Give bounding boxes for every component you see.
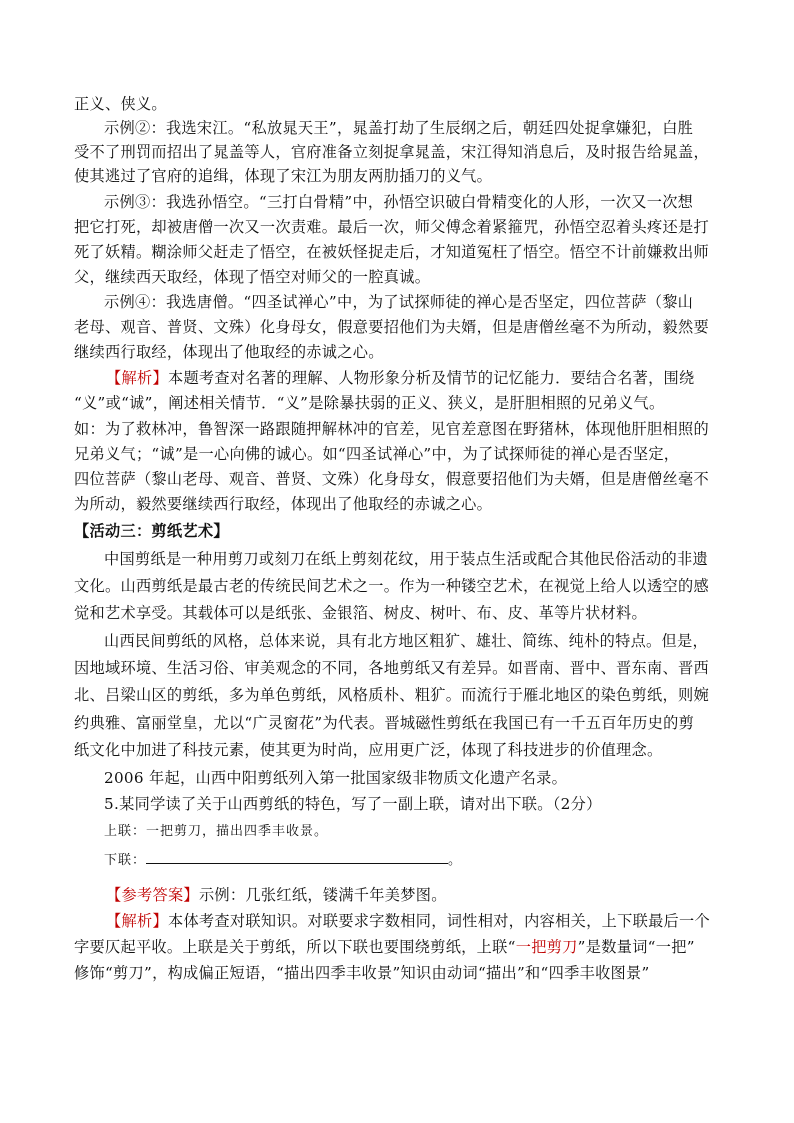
analysis-line (106, 366, 756, 390)
analysis-tag-2: 【解析】 (106, 912, 168, 930)
text-line: 如：为了救林冲，鲁智深一路跟随押解林冲的官差，见官差意图在野猪林，体现他肝胆相照的 (74, 420, 709, 438)
text-line: 修饰“剪刀”，构成偏正短语，“描出四季丰收景”知识由动词“描出”和“四季丰收图景” (74, 964, 650, 982)
example-4-line: 示例④：我选唐僧。“四圣试禅心”中，为了试探师徒的禅心是否坚定，四位菩萨（黎山 (104, 293, 694, 311)
reference-answer-line (106, 883, 756, 907)
text-segment: 字要仄起平收。上联是关于剪纸，所以下联也要围绕剪纸，上联“ (74, 938, 516, 956)
paragraph-line: 中国剪纸是一种用剪刀或刻刀在纸上剪刻花纹，用于装点生活或配合其他民俗活动的非遗 (104, 550, 709, 568)
text-line: 纸文化中加进了科技元素，使其更为时尚，应用更广泛，体现了科技进步的价值理念。 (74, 741, 663, 759)
highlighted-phrase: 一把剪刀 (515, 938, 578, 956)
analysis-text-2: 本体考查对联知识。对联要求字数相同，词性相对，内容相关，上下联最后一个 (167, 912, 711, 930)
section-heading: 【活动三：剪纸艺术】 (74, 522, 229, 540)
text-line: 因地域环境、生活习俗、审美观念的不同，各地剪纸又有差异。如晋南、晋中、晋东南、晋西 (74, 659, 709, 677)
upper-couplet: 上联：一把剪刀，描出四季丰收景。 (104, 824, 329, 839)
example-3-line: 示例③：我选孙悟空。“三打白骨精”中，孙悟空识破白骨精变化的人形，一次又一次想 (104, 193, 694, 211)
text-line: 觉和艺术享受。其载体可以是纸张、金银箔、树皮、树叶、布、皮、革等片状材料。 (74, 604, 648, 622)
answer-text: 示例：几张红纸，镂满千年美梦图。 (198, 886, 447, 904)
answer-tag: 【参考答案】 (106, 886, 199, 904)
text-line: 受不了刑罚而招出了晁盖等人，官府准备立刻捉拿晁盖，宋江得知消息后，及时报告给晁盖， (74, 143, 709, 161)
answer-blank-end: 。 (448, 853, 463, 868)
text-segment: ”是数量词“一把” (577, 938, 695, 956)
text-line: 正义、侠义。 (74, 95, 167, 113)
lower-couplet (104, 849, 754, 873)
text-line: 约典雅、富丽堂皇，尤以“广灵窗花”为代表。晋城磁性剪纸在我国已有一千五百年历史的剪 (74, 714, 695, 732)
answer-blank (146, 849, 448, 864)
analysis-line-2 (106, 909, 756, 933)
text-line (74, 935, 724, 959)
example-2-line: 示例②：我选宋江。“私放晁天王”，晁盖打劫了生辰纲之后，朝廷四处捉拿嫌犯，白胜 (104, 119, 694, 137)
text-line: 兄弟义气；“诚”是一心向佛的诚心。如“四圣试禅心”中，为了试探师徒的禅心是否坚定， (74, 445, 680, 463)
text-line: 四位菩萨（黎山老母、观音、普贤、文殊）化身母女，假意要招他们为夫婿，但是唐僧丝毫不 (74, 470, 709, 488)
text-line: 文化。山西剪纸是最古老的传统民间艺术之一。作为一种镂空艺术，在视觉上给人以透空的感 (74, 577, 709, 595)
text-line: 继续西行取经，体现出了他取经的赤诚之心。 (74, 343, 384, 361)
analysis-text: 本题考查对名著的理解、人物形象分析及情节的记忆能力．要结合名著，围绕 (167, 369, 695, 387)
text-line: 为所动，毅然要继续西行取经，体现出了他取经的赤诚之心。 (74, 495, 493, 513)
text-line: 使其逃过了官府的追缉，体现了宋江为朋友两肋插刀的义气。 (74, 167, 493, 185)
text-line: “义”或“诚”，阐述相关情节．“义”是除暴扶弱的正义、狭义，是肝胆相照的兄弟义气。 (74, 394, 665, 412)
text-line: 死了妖精。糊涂师父赶走了悟空，在被妖怪捉走后，才知道冤枉了悟空。悟空不计前嫌救出师 (74, 243, 709, 261)
paragraph-line: 山西民间剪纸的风格，总体来说，具有北方地区粗犷、雄壮、简练、纯朴的特点。但是， (104, 632, 709, 650)
text-line: 北、吕梁山区的剪纸，多为单色剪纸，风格质朴、粗犷。而流行于雁北地区的染色剪纸，则婉 (74, 686, 709, 704)
text-line: 老母、观音、普贤、文殊）化身母女，假意要招他们为夫婿，但是唐僧丝毫不为所动，毅然要 (74, 318, 709, 336)
paragraph-line: 2006 年起，山西中阳剪纸列入第一批国家级非物质文化遗产名录。 (104, 769, 568, 787)
analysis-tag: 【解析】 (106, 369, 168, 387)
question-5: 5.某同学读了关于山西剪纸的特色，写了一副上联，请对出下联。（2分） (104, 795, 602, 813)
text-line: 把它打死，却被唐僧一次又一次责难。最后一次，师父傅念着紧箍咒，孙悟空忍着头疼还是打 (74, 218, 709, 236)
lower-couplet-label: 下联： (104, 853, 147, 868)
text-line: 父，继续西天取经，体现了悟空对师父的一腔真诚。 (74, 268, 431, 286)
